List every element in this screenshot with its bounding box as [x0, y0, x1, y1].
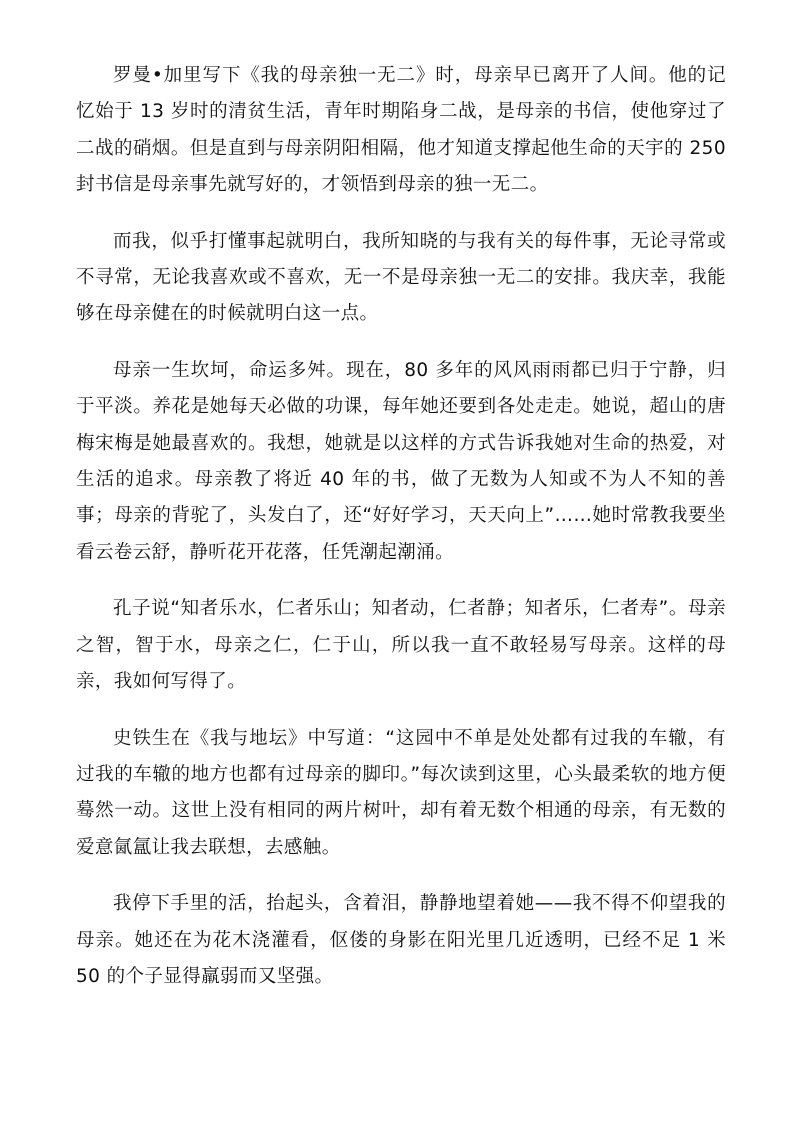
paragraph-1: 罗曼•加里写下《我的母亲独一无二》时，母亲早已离开了人间。他的记忆始于 13 岁时的清贫生活，青年时期陷身二战，是母亲的书信，使他穿过了二战的硝烟。但是直到与母亲阴阳相隔，他才知道支撑起他生命的天宇的 250 封书信是母亲事先就写好的，才领悟到母亲的独一无二。	[76, 65, 726, 196]
paragraph-4: 孔子说“知者乐水，仁者乐山；知者动，仁者静；知者乐，仁者寿”。母亲之智，智于水，母亲之仁，仁于山，所以我一直不敢轻易写母亲。这样的母亲，我如何写得了。	[76, 598, 726, 693]
paragraph-6: 我停下手里的活，抬起头，含着泪，静静地望着她——我不得不仰望我的母亲。她还在为花木浇灌看，伛偻的身影在阳光里几近透明，已经不足 1 米 50 的个子显得羸弱而又坚强。	[76, 893, 726, 987]
document-body	[76, 58, 726, 1015]
paragraph-2: 而我，似乎打懂事起就明白，我所知晓的与我有关的每件事，无论寻常或不寻常，无论我喜欢或不喜欢，无一不是母亲独一无二的安排。我庆幸，我能够在母亲健在的时候就明白这一点。	[76, 230, 726, 325]
paragraph-5: 史铁生在《我与地坛》中写道：“这园中不单是处处都有过我的车辙，有过我的车辙的地方也都有过母亲的脚印。”每次读到这里，心头最柔软的地方便蓦然一动。这世上没有相同的两片树叶，却有着无数个相通的母亲，有无数的爱意氤氲让我去联想，去感触。	[76, 727, 726, 858]
paragraph-3: 母亲一生坎坷，命运多舛。现在，80 多年的风风雨雨都已归于宁静，归于平淡。养花是她每天必做的功课，每年她还要到各处走走。她说，超山的唐梅宋梅是她最喜欢的。我想，她就是以这样的方式告诉我她对生命的热爱，对生活的追求。母亲教了将近 40 年的书，做了无数为人知或不为人不知的善事；母亲的背驼了，头发白了，还“好好学习，天天向上”……她时常教我要坐看云卷云舒，静听花开花落，任凭潮起潮涌。	[76, 359, 726, 563]
